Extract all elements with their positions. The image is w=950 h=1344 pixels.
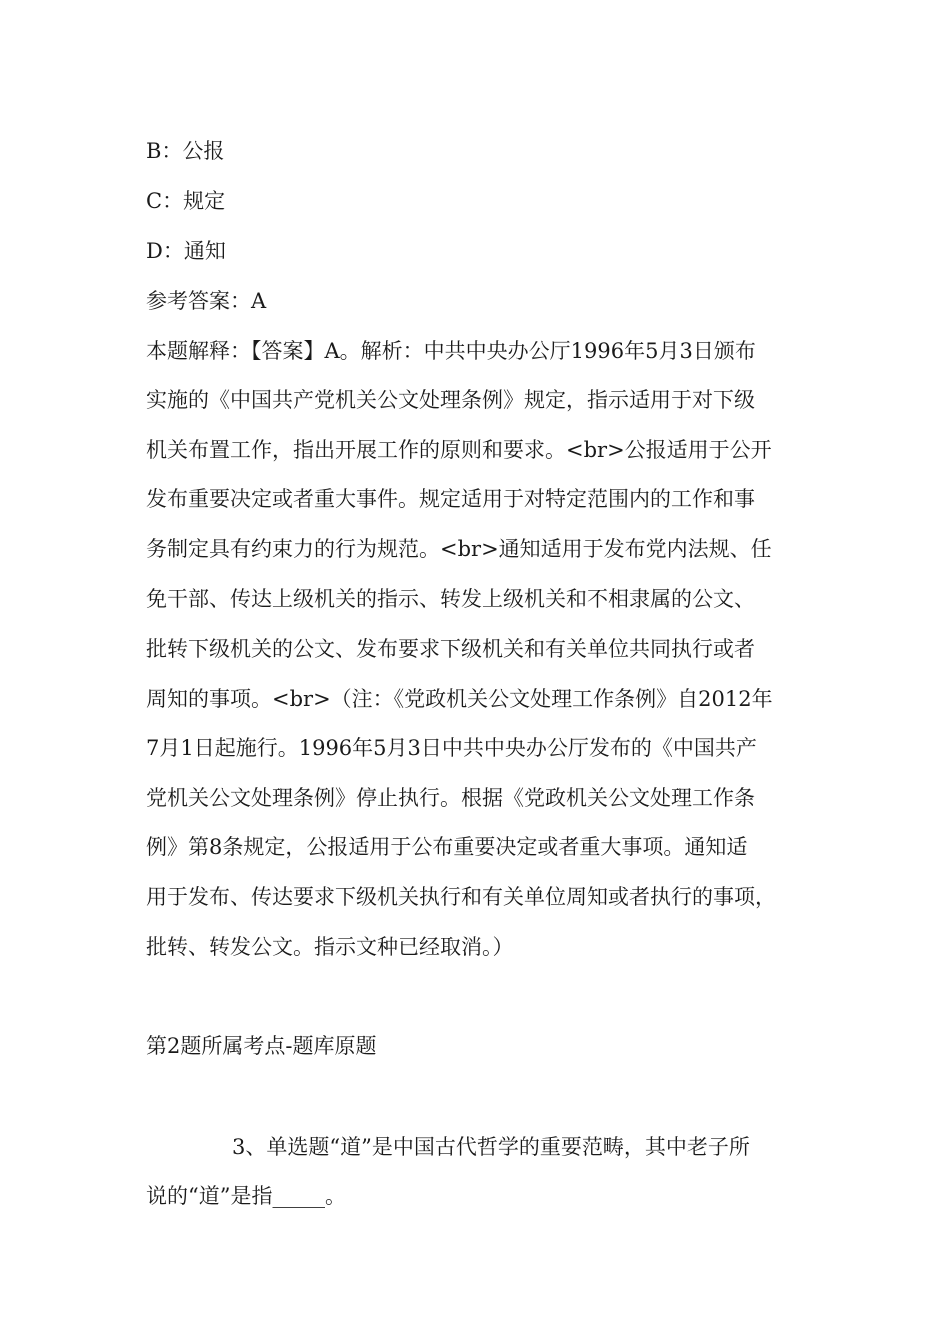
question-text-line: 3、单选题“道”是中国古代哲学的重要范畴，其中老子所 <box>232 1135 750 1159</box>
explanation-line: 7月1日起施行。1996年5月3日中共中央办公厅发布的《中国共产 <box>146 736 757 760</box>
option-c: C：规定 <box>146 189 226 213</box>
option-b: B：公报 <box>146 139 225 163</box>
explanation-line: 批转下级机关的公文、发布要求下级机关和有关单位共同执行或者 <box>146 637 755 661</box>
explanation-line: 机关布置工作，指出开展工作的原则和要求。<br>公报适用于公开 <box>146 438 772 462</box>
explanation-line: 务制定具有约束力的行为规范。<br>通知适用于发布党内法规、任 <box>146 537 772 561</box>
explanation-line: 例》第8条规定，公报适用于公布重要决定或者重大事项。通知适 <box>146 835 748 859</box>
explanation-line: 批转、转发公文。指示文种已经取消。） <box>146 935 514 959</box>
explanation-line: 本题解释：【答案】A。解析：中共中央办公厅1996年5月3日颁布 <box>146 339 756 363</box>
explanation-line: 周知的事项。<br>（注：《党政机关公文处理工作条例》自2012年 <box>146 687 773 711</box>
option-d: D：通知 <box>146 239 226 263</box>
explanation-line: 免干部、传达上级机关的指示、转发上级机关和不相隶属的公文、 <box>146 587 755 611</box>
section-heading: 第2题所属考点-题库原题 <box>146 1034 377 1058</box>
reference-answer: 参考答案：A <box>146 289 267 313</box>
explanation-line: 用于发布、传达要求下级机关执行和有关单位周知或者执行的事项， <box>146 885 776 909</box>
explanation-line: 实施的《中国共产党机关公文处理条例》规定，指示适用于对下级 <box>146 388 755 412</box>
question-text-line: 说的“道”是指_____。 <box>146 1184 346 1208</box>
explanation-line: 发布重要决定或者重大事件。规定适用于对特定范围内的工作和事 <box>146 487 755 511</box>
explanation-line: 党机关公文处理条例》停止执行。根据《党政机关公文处理工作条 <box>146 786 755 810</box>
